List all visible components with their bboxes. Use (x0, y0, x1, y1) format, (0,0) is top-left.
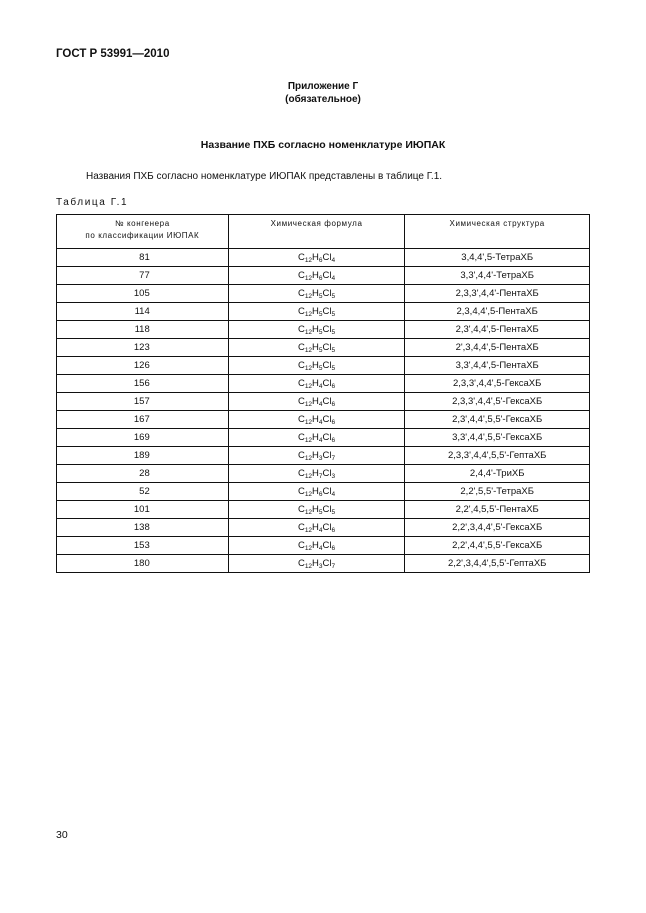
table-row (57, 501, 590, 519)
chemical-structure: 2,2',3,4,4',5'-ГексаХБ (405, 519, 590, 537)
chemical-structure: 2,3,3',4,4'-ПентаХБ (405, 285, 590, 303)
formula-carbon-count: 12 (304, 419, 313, 426)
formula-hydrogen-count: 6 (318, 491, 323, 498)
formula-chlorine-count: 5 (331, 293, 336, 300)
formula-chlorine-count: 5 (331, 329, 336, 336)
formula-carbon-count: 12 (304, 473, 313, 480)
document-code: ГОСТ Р 53991—2010 (56, 48, 170, 60)
formula-carbon: C (297, 306, 305, 317)
formula-hydrogen-count: 5 (318, 347, 323, 354)
table-row (57, 321, 590, 339)
chemical-formula (228, 411, 405, 429)
chemical-formula (228, 303, 405, 321)
formula-carbon-count: 12 (304, 509, 313, 516)
table-row (57, 483, 590, 501)
chemical-structure: 2,2',4,4',5,5'-ГексаХБ (405, 537, 590, 555)
formula-hydrogen-count: 4 (318, 401, 323, 408)
chemical-formula (228, 501, 405, 519)
formula-chlorine-count: 6 (331, 437, 336, 444)
formula-chlorine-count: 6 (331, 401, 336, 408)
formula-hydrogen: H (312, 324, 319, 335)
formula-chlorine-count: 6 (331, 419, 336, 426)
formula-hydrogen-count: 4 (318, 545, 323, 552)
table-row (57, 393, 590, 411)
formula-carbon: C (297, 342, 305, 353)
formula-carbon: C (297, 522, 305, 533)
table-row (57, 303, 590, 321)
table-row (57, 411, 590, 429)
congener-number: 157 (57, 393, 229, 411)
formula-hydrogen-count: 5 (318, 365, 323, 372)
table-row (57, 375, 590, 393)
chemical-structure: 2,2',5,5'-ТетраХБ (405, 483, 590, 501)
formula-hydrogen: H (312, 414, 319, 425)
congener-number: 28 (57, 465, 229, 483)
formula-hydrogen: H (312, 306, 319, 317)
formula-hydrogen-count: 5 (318, 329, 323, 336)
chemical-structure: 3,3',4,4',5,5'-ГексаХБ (405, 429, 590, 447)
formula-carbon-count: 12 (304, 563, 313, 570)
formula-carbon: C (297, 486, 305, 497)
formula-carbon-count: 12 (304, 455, 313, 462)
formula-chlorine-count: 6 (331, 383, 336, 390)
formula-chlorine: Cl (322, 324, 332, 335)
formula-hydrogen-count: 6 (318, 257, 323, 264)
formula-chlorine: Cl (322, 504, 332, 515)
header-structure: Химическая структура (405, 215, 590, 249)
formula-chlorine-count: 6 (331, 545, 336, 552)
chemical-formula (228, 483, 405, 501)
formula-chlorine-count: 3 (331, 473, 336, 480)
table-row (57, 357, 590, 375)
congener-number: 189 (57, 447, 229, 465)
formula-chlorine: Cl (322, 342, 332, 353)
formula-hydrogen: H (312, 468, 319, 479)
header-formula: Химическая формула (228, 215, 405, 249)
header-congener-line2: по классификации ИЮПАК (85, 231, 200, 240)
chemical-structure: 3,4,4',5-ТетраХБ (405, 249, 590, 267)
table-row (57, 465, 590, 483)
congener-number: 138 (57, 519, 229, 537)
formula-hydrogen: H (312, 450, 319, 461)
page-number: 30 (56, 829, 68, 841)
formula-chlorine: Cl (322, 396, 332, 407)
formula-hydrogen: H (312, 522, 319, 533)
congener-number: 126 (57, 357, 229, 375)
chemical-structure: 3,3',4,4'-ТетраХБ (405, 267, 590, 285)
formula-hydrogen: H (312, 342, 319, 353)
table-row (57, 537, 590, 555)
chemical-structure: 2,4,4'-ТриХБ (405, 465, 590, 483)
congener-number: 118 (57, 321, 229, 339)
formula-carbon-count: 12 (304, 401, 313, 408)
formula-chlorine-count: 4 (331, 275, 336, 282)
table-row (57, 555, 590, 573)
formula-carbon: C (297, 558, 305, 569)
formula-hydrogen-count: 7 (318, 473, 323, 480)
formula-chlorine-count: 7 (331, 455, 336, 462)
formula-hydrogen-count: 3 (318, 563, 323, 570)
formula-hydrogen-count: 5 (318, 311, 323, 318)
formula-carbon-count: 12 (304, 527, 313, 534)
header-congener-number (57, 215, 229, 249)
formula-carbon-count: 12 (304, 437, 313, 444)
formula-carbon: C (297, 396, 305, 407)
formula-hydrogen: H (312, 396, 319, 407)
table-row (57, 519, 590, 537)
chemical-structure: 2,3,3',4,4',5-ГексаХБ (405, 375, 590, 393)
congener-number: 114 (57, 303, 229, 321)
formula-carbon-count: 12 (304, 275, 313, 282)
formula-carbon: C (297, 540, 305, 551)
congener-number: 180 (57, 555, 229, 573)
chemical-formula (228, 339, 405, 357)
congener-number: 105 (57, 285, 229, 303)
formula-carbon-count: 12 (304, 347, 313, 354)
chemical-structure: 2,3,3',4,4',5'-ГексаХБ (405, 393, 590, 411)
chemical-formula (228, 249, 405, 267)
formula-carbon: C (297, 468, 305, 479)
formula-chlorine-count: 5 (331, 311, 336, 318)
congener-number: 77 (57, 267, 229, 285)
table-row (57, 429, 590, 447)
formula-carbon-count: 12 (304, 383, 313, 390)
formula-carbon-count: 12 (304, 293, 313, 300)
chemical-structure: 2,3',4,4',5,5'-ГексаХБ (405, 411, 590, 429)
formula-chlorine: Cl (322, 414, 332, 425)
formula-chlorine-count: 5 (331, 347, 336, 354)
chemical-structure: 2,3',4,4',5-ПентаХБ (405, 321, 590, 339)
formula-carbon-count: 12 (304, 365, 313, 372)
formula-carbon-count: 12 (304, 545, 313, 552)
table-row (57, 447, 590, 465)
formula-hydrogen: H (312, 486, 319, 497)
chemical-formula (228, 537, 405, 555)
chemical-structure: 2',3,4,4',5-ПентаХБ (405, 339, 590, 357)
table-row (57, 249, 590, 267)
chemical-formula (228, 267, 405, 285)
formula-chlorine: Cl (322, 288, 332, 299)
formula-hydrogen-count: 4 (318, 527, 323, 534)
pcb-congeners-table (56, 214, 590, 573)
formula-carbon: C (297, 504, 305, 515)
formula-carbon: C (297, 360, 305, 371)
appendix-status: (обязательное) (285, 94, 361, 105)
formula-hydrogen: H (312, 360, 319, 371)
formula-carbon: C (297, 324, 305, 335)
formula-chlorine: Cl (322, 540, 332, 551)
formula-carbon: C (297, 432, 305, 443)
section-title: Название ПХБ согласно номенклатуре ИЮПАК (200, 139, 446, 151)
formula-hydrogen: H (312, 558, 319, 569)
formula-chlorine-count: 5 (331, 365, 336, 372)
formula-hydrogen: H (312, 504, 319, 515)
formula-chlorine-count: 6 (331, 527, 336, 534)
formula-hydrogen-count: 4 (318, 419, 323, 426)
formula-chlorine: Cl (322, 378, 332, 389)
chemical-structure: 2,2',3,4,4',5,5'-ГептаХБ (405, 555, 590, 573)
congener-number: 81 (57, 249, 229, 267)
formula-hydrogen-count: 3 (318, 455, 323, 462)
chemical-formula (228, 555, 405, 573)
formula-carbon: C (297, 378, 305, 389)
formula-chlorine-count: 4 (331, 257, 336, 264)
table-body (57, 249, 590, 573)
chemical-formula (228, 519, 405, 537)
appendix-heading (0, 80, 646, 106)
congener-number: 156 (57, 375, 229, 393)
formula-hydrogen-count: 6 (318, 275, 323, 282)
chemical-formula (228, 375, 405, 393)
table-row (57, 267, 590, 285)
congener-number: 123 (57, 339, 229, 357)
formula-chlorine: Cl (322, 522, 332, 533)
table-row (57, 285, 590, 303)
chemical-formula (228, 465, 405, 483)
table-row (57, 339, 590, 357)
formula-carbon-count: 12 (304, 491, 313, 498)
chemical-structure: 3,3',4,4',5-ПентаХБ (405, 357, 590, 375)
chemical-formula (228, 429, 405, 447)
formula-chlorine: Cl (322, 450, 332, 461)
intro-paragraph: Названия ПХБ согласно номенклатуре ИЮПАК представлены в таблице Г.1. (86, 171, 443, 182)
formula-hydrogen: H (312, 252, 319, 263)
chemical-formula (228, 321, 405, 339)
congener-number: 167 (57, 411, 229, 429)
formula-carbon-count: 12 (304, 329, 313, 336)
formula-hydrogen: H (312, 432, 319, 443)
formula-carbon: C (297, 450, 305, 461)
formula-hydrogen-count: 4 (318, 383, 323, 390)
formula-chlorine: Cl (322, 360, 332, 371)
formula-hydrogen-count: 5 (318, 509, 323, 516)
chemical-formula (228, 357, 405, 375)
chemical-structure: 2,2',4,5,5'-ПентаХБ (405, 501, 590, 519)
formula-carbon: C (297, 270, 305, 281)
table-caption: Таблица Г.1 (56, 197, 129, 208)
formula-hydrogen-count: 4 (318, 437, 323, 444)
formula-carbon-count: 12 (304, 257, 313, 264)
formula-carbon: C (297, 414, 305, 425)
formula-chlorine: Cl (322, 306, 332, 317)
formula-hydrogen-count: 5 (318, 293, 323, 300)
formula-hydrogen: H (312, 270, 319, 281)
formula-hydrogen: H (312, 378, 319, 389)
formula-chlorine: Cl (322, 486, 332, 497)
congener-number: 153 (57, 537, 229, 555)
chemical-formula (228, 285, 405, 303)
chemical-structure: 2,3,3',4,4',5,5'-ГептаХБ (405, 447, 590, 465)
formula-chlorine: Cl (322, 432, 332, 443)
table-header-row (57, 215, 590, 249)
formula-chlorine: Cl (322, 558, 332, 569)
congener-number: 101 (57, 501, 229, 519)
formula-chlorine-count: 5 (331, 509, 336, 516)
chemical-structure: 2,3,4,4',5-ПентаХБ (405, 303, 590, 321)
formula-chlorine: Cl (322, 252, 332, 263)
congener-number: 169 (57, 429, 229, 447)
appendix-title: Приложение Г (287, 81, 359, 92)
formula-chlorine: Cl (322, 270, 332, 281)
formula-hydrogen: H (312, 288, 319, 299)
chemical-formula (228, 393, 405, 411)
formula-carbon: C (297, 252, 305, 263)
formula-chlorine: Cl (322, 468, 332, 479)
header-congener-line1: № конгенера (114, 219, 170, 228)
formula-chlorine-count: 4 (331, 491, 336, 498)
congener-number: 52 (57, 483, 229, 501)
formula-carbon-count: 12 (304, 311, 313, 318)
formula-carbon: C (297, 288, 305, 299)
chemical-formula (228, 447, 405, 465)
formula-chlorine-count: 7 (331, 563, 336, 570)
formula-hydrogen: H (312, 540, 319, 551)
